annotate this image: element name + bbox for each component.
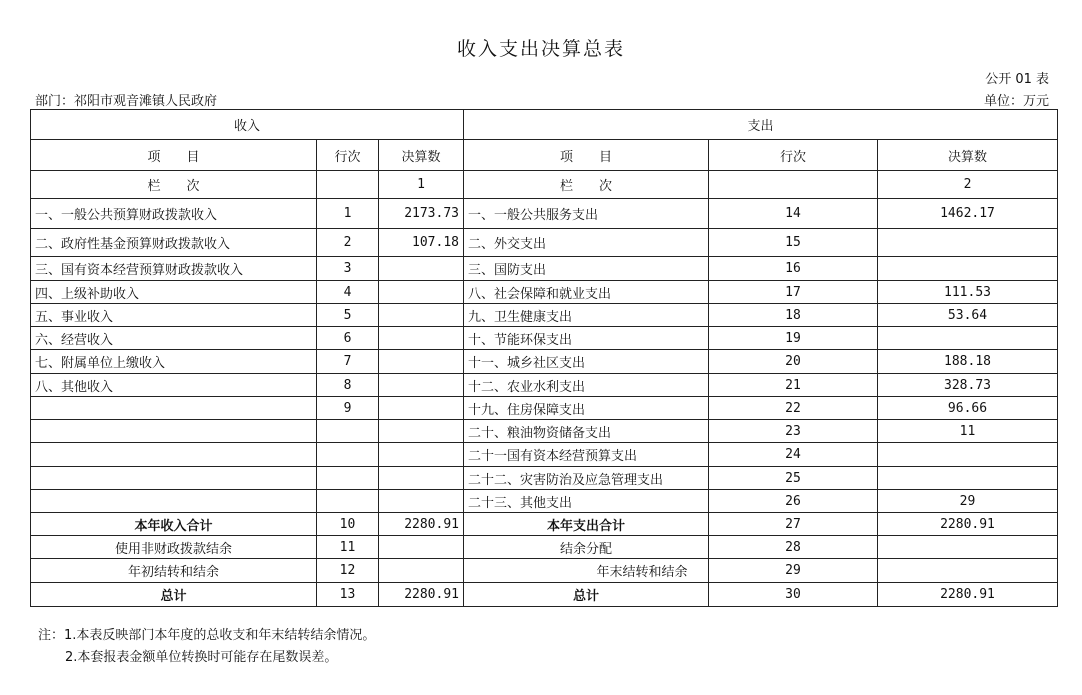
expense-item: 十九、住房保障支出 xyxy=(464,397,709,420)
table-row xyxy=(31,467,1058,490)
income-total-amount xyxy=(379,559,464,583)
income-item: 一、一般公共预算财政拨款收入 xyxy=(31,199,317,229)
income-total-row-number: 13 xyxy=(317,583,379,607)
table-row xyxy=(31,327,1058,350)
table-row xyxy=(31,490,1058,513)
expense-total-row-number: 30 xyxy=(709,583,878,607)
income-row-number xyxy=(317,420,379,443)
income-row-number: 1 xyxy=(317,199,379,229)
expense-item-header: 项 目 xyxy=(464,140,709,171)
empty-cell xyxy=(709,171,878,199)
expense-row-number: 23 xyxy=(709,420,878,443)
income-item: 五、事业收入 xyxy=(31,304,317,327)
expense-row-number: 16 xyxy=(709,257,878,281)
table-row xyxy=(31,229,1058,257)
expense-column-index: 2 xyxy=(878,171,1058,199)
expense-amount xyxy=(878,443,1058,467)
expense-item: 二十、粮油物资储备支出 xyxy=(464,420,709,443)
table-row xyxy=(31,304,1058,327)
expense-total-amount: 2280.91 xyxy=(878,583,1058,607)
income-total-item: 年初结转和结余 xyxy=(31,559,317,583)
expense-row-number: 24 xyxy=(709,443,878,467)
expense-total-row-number: 27 xyxy=(709,513,878,536)
income-row-number xyxy=(317,443,379,467)
expense-amount xyxy=(878,327,1058,350)
expense-item: 十二、农业水利支出 xyxy=(464,374,709,397)
income-rowno-header: 行次 xyxy=(317,140,379,171)
income-amount xyxy=(379,374,464,397)
unit-label: 单位：万元 xyxy=(983,94,1049,109)
expense-header: 支出 xyxy=(464,110,1058,140)
expense-item: 二、外交支出 xyxy=(464,229,709,257)
income-amount xyxy=(379,397,464,420)
income-total-row-number: 12 xyxy=(317,559,379,583)
expense-total-item: 本年支出合计 xyxy=(464,513,709,536)
expense-total-item: 总计 xyxy=(464,583,709,607)
income-total-amount: 2280.91 xyxy=(379,513,464,536)
expense-total-amount: 2280.91 xyxy=(878,513,1058,536)
income-amount xyxy=(379,350,464,374)
expense-amount: 29 xyxy=(878,490,1058,513)
expense-item: 一、一般公共服务支出 xyxy=(464,199,709,229)
income-column-index: 1 xyxy=(379,171,464,199)
expense-item: 二十三、其他支出 xyxy=(464,490,709,513)
income-amount: 2173.73 xyxy=(379,199,464,229)
income-item: 八、其他收入 xyxy=(31,374,317,397)
income-row-number: 6 xyxy=(317,327,379,350)
expense-total-item: 年末结转和结余 xyxy=(464,559,709,583)
income-header: 收入 xyxy=(31,110,464,140)
expense-amount: 96.66 xyxy=(878,397,1058,420)
expense-total-row-number: 28 xyxy=(709,536,878,559)
income-expense-table xyxy=(30,109,1058,607)
income-item: 七、附属单位上缴收入 xyxy=(31,350,317,374)
income-amount xyxy=(379,467,464,490)
expense-amount xyxy=(878,467,1058,490)
expense-item: 二十二、灾害防治及应急管理支出 xyxy=(464,467,709,490)
income-amount xyxy=(379,304,464,327)
income-total-row-number: 10 xyxy=(317,513,379,536)
expense-row-number: 18 xyxy=(709,304,878,327)
table-row xyxy=(31,374,1058,397)
table-row xyxy=(31,257,1058,281)
income-row-number xyxy=(317,490,379,513)
expense-amount: 111.53 xyxy=(878,281,1058,304)
income-item-header: 项 目 xyxy=(31,140,317,171)
income-item: 二、政府性基金预算财政拨款收入 xyxy=(31,229,317,257)
income-total-item: 本年收入合计 xyxy=(31,513,317,536)
note-line-2: 2.本套报表金额单位转换时可能存在尾数误差。 xyxy=(65,650,338,665)
table-body xyxy=(31,199,1058,513)
expense-row-number: 25 xyxy=(709,467,878,490)
expense-item: 十、节能环保支出 xyxy=(464,327,709,350)
expense-row-number: 26 xyxy=(709,490,878,513)
expense-row-number: 14 xyxy=(709,199,878,229)
income-item xyxy=(31,397,317,420)
empty-cell xyxy=(317,171,379,199)
income-total-item: 使用非财政拨款结余 xyxy=(31,536,317,559)
income-row-number: 9 xyxy=(317,397,379,420)
note-line-1: 注：1.本表反映部门本年度的总收支和年末结转结余情况。 xyxy=(38,628,376,643)
expense-row-number: 21 xyxy=(709,374,878,397)
total-row xyxy=(31,513,1058,536)
income-amount-header: 决算数 xyxy=(379,140,464,171)
expense-amount: 328.73 xyxy=(878,374,1058,397)
expense-item: 九、卫生健康支出 xyxy=(464,304,709,327)
expense-item: 三、国防支出 xyxy=(464,257,709,281)
income-total-amount xyxy=(379,536,464,559)
income-row-number: 4 xyxy=(317,281,379,304)
income-amount: 107.18 xyxy=(379,229,464,257)
total-row xyxy=(31,559,1058,583)
expense-total-amount xyxy=(878,559,1058,583)
income-item: 三、国有资本经营预算财政拨款收入 xyxy=(31,257,317,281)
table-row xyxy=(31,420,1058,443)
expense-total-amount xyxy=(878,536,1058,559)
expense-row-number: 22 xyxy=(709,397,878,420)
income-row-number: 7 xyxy=(317,350,379,374)
income-amount xyxy=(379,490,464,513)
expense-row-number: 15 xyxy=(709,229,878,257)
expense-total-item: 结余分配 xyxy=(464,536,709,559)
table-row xyxy=(31,281,1058,304)
table-row xyxy=(31,199,1058,229)
expense-item: 二十一国有资本经营预算支出 xyxy=(464,443,709,467)
table-totals xyxy=(31,513,1058,607)
page-title: 收入支出决算总表 xyxy=(456,38,625,60)
income-item: 四、上级补助收入 xyxy=(31,281,317,304)
income-total-item: 总计 xyxy=(31,583,317,607)
expense-column-label: 栏 次 xyxy=(464,171,709,199)
income-amount xyxy=(379,420,464,443)
expense-row-number: 19 xyxy=(709,327,878,350)
income-item xyxy=(31,443,317,467)
expense-row-number: 17 xyxy=(709,281,878,304)
table-row xyxy=(31,397,1058,420)
income-row-number: 5 xyxy=(317,304,379,327)
expense-amount: 53.64 xyxy=(878,304,1058,327)
income-amount xyxy=(379,257,464,281)
income-item xyxy=(31,420,317,443)
total-row xyxy=(31,536,1058,559)
table-row xyxy=(31,350,1058,374)
expense-total-row-number: 29 xyxy=(709,559,878,583)
expense-amount xyxy=(878,229,1058,257)
expense-item: 十一、城乡社区支出 xyxy=(464,350,709,374)
income-amount xyxy=(379,443,464,467)
income-row-number: 3 xyxy=(317,257,379,281)
income-amount xyxy=(379,281,464,304)
header-row-columns xyxy=(31,140,1058,171)
income-item xyxy=(31,490,317,513)
expense-amount: 1462.17 xyxy=(878,199,1058,229)
income-total-row-number: 11 xyxy=(317,536,379,559)
expense-amount: 188.18 xyxy=(878,350,1058,374)
expense-row-number: 20 xyxy=(709,350,878,374)
income-column-label: 栏 次 xyxy=(31,171,317,199)
expense-amount xyxy=(878,257,1058,281)
income-row-number: 8 xyxy=(317,374,379,397)
expense-rowno-header: 行次 xyxy=(709,140,878,171)
income-total-amount: 2280.91 xyxy=(379,583,464,607)
income-item xyxy=(31,467,317,490)
income-row-number xyxy=(317,467,379,490)
expense-amount-header: 决算数 xyxy=(878,140,1058,171)
income-row-number: 2 xyxy=(317,229,379,257)
total-row xyxy=(31,583,1058,607)
form-number: 公开 01 表 xyxy=(985,72,1049,87)
income-item: 六、经营收入 xyxy=(31,327,317,350)
column-index-row xyxy=(31,171,1058,199)
footnotes xyxy=(38,625,375,669)
expense-item: 八、社会保障和就业支出 xyxy=(464,281,709,304)
department-label: 部门：祁阳市观音滩镇人民政府 xyxy=(35,94,218,109)
income-amount xyxy=(379,327,464,350)
table-row xyxy=(31,443,1058,467)
expense-amount: 11 xyxy=(878,420,1058,443)
header-row-section xyxy=(31,110,1058,140)
